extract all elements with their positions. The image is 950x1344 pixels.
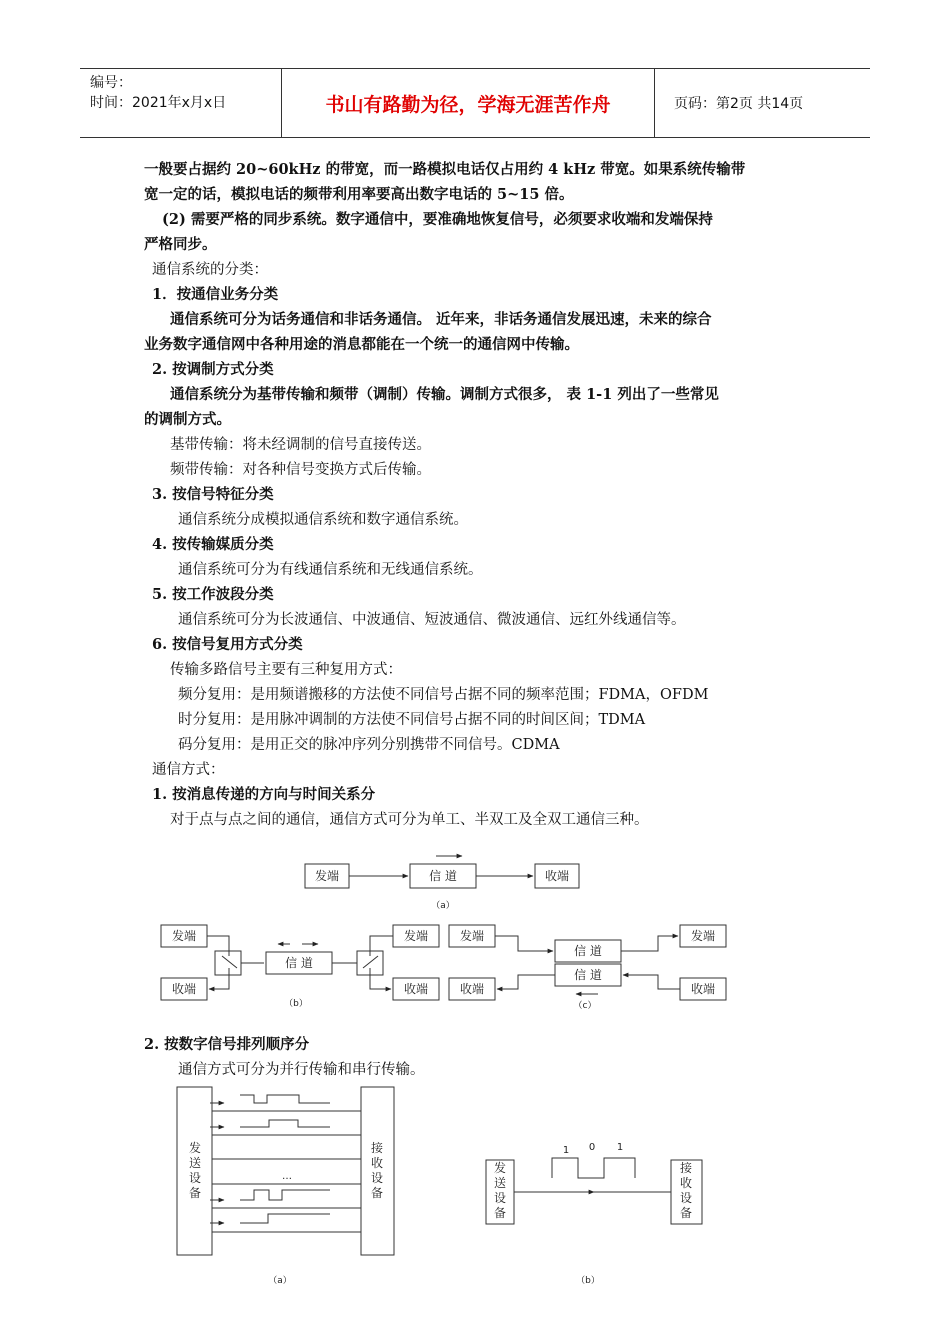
send-label: 发端 [171, 929, 197, 943]
header-page-info [664, 69, 870, 137]
channel-label: 信 道 [429, 869, 457, 883]
recv-label: 收端 [690, 982, 716, 996]
bit-label: 1 [562, 1145, 570, 1156]
recv-device-char: 接 [679, 1161, 693, 1175]
recv-label: 收端 [171, 982, 197, 996]
para-line: (2) 需要严格的同步系统。数字通信中，要准确地恢复信号，必须要求收端和发端保持 [162, 211, 713, 228]
send-device-char: 发 [188, 1141, 202, 1155]
para-line: 的调制方式。 [144, 411, 231, 428]
item-heading: 4. 按传输媒质分类 [152, 536, 274, 553]
recv-device-char: 设 [679, 1191, 693, 1205]
caption-b: （b） [576, 1276, 600, 1286]
para-line: 基带传输：将未经调制的信号直接传送。 [170, 437, 431, 453]
send-label: 发端 [690, 929, 716, 943]
item-heading: 1. 按消息传递的方向与时间关系分 [152, 786, 376, 803]
para-line: 对于点与点之间的通信，通信方式可分为单工、半双工及全双工通信三种。 [170, 812, 649, 828]
para-line: 通信系统分为基带传输和频带（调制）传输。调制方式很多， 表 1-1 列出了一些常见 [170, 386, 719, 403]
ellipsis: … [282, 1171, 292, 1182]
recv-device-char: 接 [370, 1141, 384, 1155]
send-device-char: 备 [188, 1186, 202, 1200]
recv-label: 收端 [544, 869, 570, 883]
item-heading: 2. 按调制方式分类 [152, 361, 274, 378]
header-motto: 书山有路勤为径，学海无涯苦作舟 [282, 69, 655, 137]
recv-label: 收端 [459, 982, 485, 996]
send-label: 发端 [459, 929, 485, 943]
channel-label: 信 道 [574, 944, 602, 958]
para-line: 一般要占据约 20~60kHz 的带宽，而一路模拟电话仅占用约 4 kHz 带宽。如果系统传输带 [144, 161, 746, 178]
para-line: 传输多路信号主要有三种复用方式： [170, 662, 402, 678]
para-line: 通信系统可分为话务通信和非话务通信。 近年来，非话务通信发展迅速，未来的综合 [170, 311, 712, 328]
send-device-char: 设 [188, 1171, 202, 1185]
para-line: 严格同步。 [144, 236, 217, 253]
caption-a: （a） [268, 1276, 292, 1286]
send-device-char: 设 [493, 1191, 507, 1205]
page-header [80, 68, 870, 138]
para-line: 通信系统可分为有线通信系统和无线通信系统。 [178, 562, 483, 578]
recv-device-char: 收 [370, 1156, 384, 1170]
send-device-char: 备 [493, 1206, 507, 1220]
parallel-serial-figure [0, 1080, 950, 1295]
page-info-text: 页码：第2页 共14页 [674, 96, 804, 112]
para-line: 频带传输：对各种信号变换方式后传输。 [170, 462, 431, 478]
para-line: 业务数字通信网中各种用途的消息都能在一个统一的通信网中传输。 [144, 336, 579, 353]
send-label: 发端 [403, 929, 429, 943]
para-line: 码分复用：是用正交的脉冲序列分别携带不同信号。CDMA [178, 737, 560, 753]
channel-label: 信 道 [574, 968, 602, 982]
number-label: 编号： [90, 75, 132, 91]
para-line: 通信系统分成模拟通信系统和数字通信系统。 [178, 512, 468, 528]
para-line: 通信系统可分为长波通信、中波通信、短波通信、微波通信、远红外线通信等。 [178, 612, 686, 628]
send-label: 发端 [314, 869, 340, 883]
para-line: 时分复用：是用脉冲调制的方法使不同信号占据不同的时间区间；TDMA [178, 712, 646, 728]
item-heading: 1．按通信业务分类 [152, 286, 279, 303]
bit-label: 1 [616, 1142, 624, 1153]
recv-device-char: 收 [679, 1176, 693, 1190]
item-heading: 5. 按工作波段分类 [152, 586, 274, 603]
bit-label: 0 [588, 1142, 596, 1153]
communication-modes-figure [0, 840, 950, 1020]
caption-c: （c） [573, 1001, 597, 1011]
send-device-char: 送 [188, 1156, 202, 1170]
caption-a: （a） [431, 901, 455, 911]
recv-label: 收端 [403, 982, 429, 996]
item-heading: 6. 按信号复用方式分类 [152, 636, 303, 653]
para-line: 频分复用：是用频谱搬移的方法使不同信号占据不同的频率范围；FDMA，OFDM [178, 687, 709, 703]
date-label: 时间：2021年x月x日 [90, 95, 227, 111]
para-line: 通信方式可分为并行传输和串行传输。 [178, 1062, 425, 1078]
para-line: 宽一定的话，模拟电话的频带利用率要高出数字电话的 5~15 倍。 [144, 186, 574, 203]
section-heading: 通信方式： [152, 762, 225, 778]
recv-device-char: 备 [679, 1206, 693, 1220]
item-heading: 2. 按数字信号排列顺序分 [144, 1036, 310, 1053]
caption-b: （b） [284, 999, 308, 1009]
send-device-char: 送 [493, 1176, 507, 1190]
section-heading: 通信系统的分类： [152, 262, 268, 278]
header-meta [80, 69, 282, 137]
recv-device-char: 设 [370, 1171, 384, 1185]
recv-device-char: 备 [370, 1186, 384, 1200]
channel-label: 信 道 [285, 956, 313, 970]
item-heading: 3. 按信号特征分类 [152, 486, 274, 503]
send-device-char: 发 [493, 1161, 507, 1175]
